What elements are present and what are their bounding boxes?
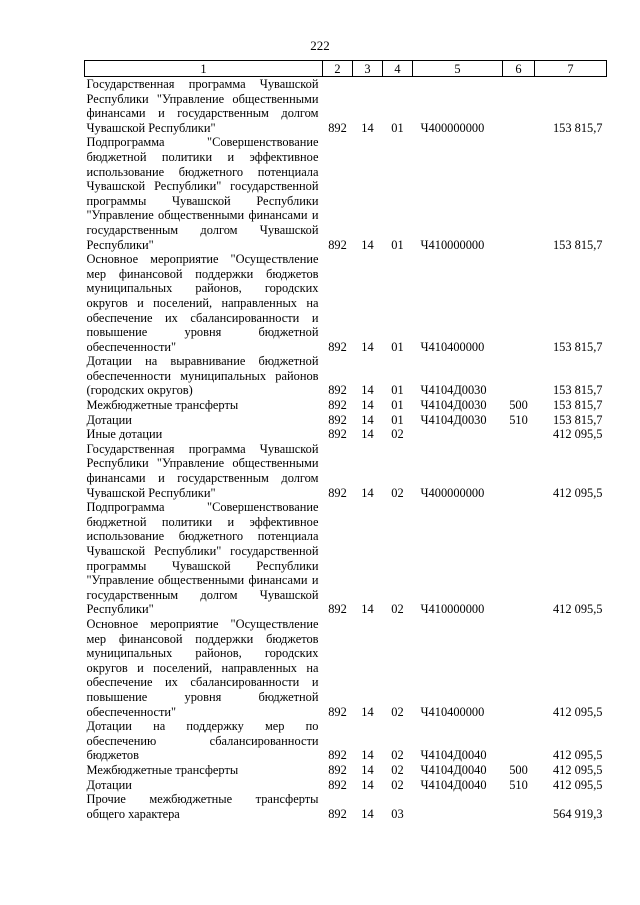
row-vr-cell xyxy=(503,792,535,821)
row-cs-cell: Ч410400000 xyxy=(420,339,485,354)
table-row xyxy=(85,77,607,136)
row-cs-cell: Ч4104Д0040 xyxy=(420,762,487,777)
table-row xyxy=(85,500,607,617)
row-vr-cell: 510 xyxy=(509,777,528,792)
row-sum-cell: 153 815,7 xyxy=(552,120,603,135)
row-rz-cell: 14 xyxy=(361,762,374,777)
row-pr-cell: 02 xyxy=(391,427,404,442)
row-cs-cell: Ч400000000 xyxy=(420,485,485,500)
table-row xyxy=(85,354,607,398)
row-gr-cell: 892 xyxy=(328,383,347,398)
row-gr-cell: 892 xyxy=(328,806,347,821)
row-sum-cell: 412 095,5 xyxy=(552,427,603,442)
row-vr-cell: 510 xyxy=(509,412,528,427)
row-cs-cell: Ч4104Д0030 xyxy=(420,412,487,427)
row-sum-cell: 153 815,7 xyxy=(552,398,603,413)
row-rz-cell: 14 xyxy=(361,339,374,354)
row-rz-cell: 14 xyxy=(361,383,374,398)
row-name-cell: Дотации xyxy=(86,412,132,427)
table-row xyxy=(85,442,607,500)
row-cs-cell: Ч410000000 xyxy=(420,602,485,617)
row-sum-cell: 564 919,3 xyxy=(552,806,603,821)
row-cs-cell: Ч410000000 xyxy=(420,237,485,252)
column-header-rz: 3 xyxy=(353,61,383,77)
row-sum-cell: 153 815,7 xyxy=(552,339,603,354)
row-rz-cell: 14 xyxy=(361,427,374,442)
row-vr-cell: 500 xyxy=(509,762,528,777)
row-name-cell: Межбюджетные трансферты xyxy=(86,762,239,777)
table-row xyxy=(85,763,607,778)
row-pr-cell: 01 xyxy=(391,120,404,135)
row-rz-cell: 14 xyxy=(361,602,374,617)
row-vr-cell xyxy=(503,135,535,252)
row-sum-cell: 412 095,5 xyxy=(552,777,603,792)
row-name-cell: Иные дотации xyxy=(86,427,163,442)
column-header-name: 1 xyxy=(85,61,323,77)
row-sum-cell: 412 095,5 xyxy=(552,704,603,719)
row-pr-cell: 02 xyxy=(391,485,404,500)
row-gr-cell: 892 xyxy=(328,398,347,413)
row-name-cell: Государственная программа Чувашской Республики "Управление общественными финансами и государственным долгом Чувашской Республики" xyxy=(86,77,319,135)
row-sum-cell: 412 095,5 xyxy=(552,762,603,777)
table-row xyxy=(85,252,607,354)
row-cs-cell xyxy=(413,427,503,442)
table-row xyxy=(85,792,607,821)
row-name-cell: Дотации на поддержку мер по обеспечению сбалансированности бюджетов xyxy=(86,719,319,763)
row-pr-cell: 02 xyxy=(391,602,404,617)
row-gr-cell: 892 xyxy=(328,237,347,252)
row-gr-cell: 892 xyxy=(328,412,347,427)
row-cs-cell: Ч4104Д0030 xyxy=(420,398,487,413)
row-sum-cell: 412 095,5 xyxy=(552,748,603,763)
table-row xyxy=(85,398,607,413)
row-pr-cell: 01 xyxy=(391,339,404,354)
row-gr-cell: 892 xyxy=(328,777,347,792)
column-header-gr: 2 xyxy=(323,61,353,77)
row-pr-cell: 01 xyxy=(391,237,404,252)
row-rz-cell: 14 xyxy=(361,748,374,763)
row-vr-cell: 500 xyxy=(509,398,528,413)
row-sum-cell: 153 815,7 xyxy=(552,237,603,252)
row-pr-cell: 01 xyxy=(391,383,404,398)
row-name-cell: Подпрограмма "Совершенствование бюджетной политики и эффективное использование бюджетного потенциала Чувашской Республики" государственной программы Чувашской Республики "Управление общественными финансами и государственным долгом Чувашской Республики" xyxy=(86,500,319,617)
table-row xyxy=(85,617,607,719)
row-rz-cell: 14 xyxy=(361,704,374,719)
row-cs-cell: Ч4104Д0030 xyxy=(420,383,487,398)
row-pr-cell: 02 xyxy=(391,748,404,763)
page-number: 222 xyxy=(310,38,330,53)
row-cs-cell: Ч4104Д0040 xyxy=(420,748,487,763)
row-vr-cell xyxy=(503,77,535,136)
table-row xyxy=(85,135,607,252)
table-header-row xyxy=(85,61,607,77)
row-rz-cell: 14 xyxy=(361,485,374,500)
row-pr-cell: 02 xyxy=(391,777,404,792)
row-name-cell: Государственная программа Чувашской Республики "Управление общественными финансами и государственным долгом Чувашской Республики" xyxy=(86,441,319,500)
row-vr-cell xyxy=(503,252,535,354)
row-pr-cell: 01 xyxy=(391,412,404,427)
row-rz-cell: 14 xyxy=(361,398,374,413)
row-gr-cell: 892 xyxy=(328,485,347,500)
row-vr-cell xyxy=(503,719,535,763)
row-pr-cell: 02 xyxy=(391,762,404,777)
row-name-cell: Основное мероприятие "Осуществление мер финансовой поддержки бюджетов муниципальных районов, городских округов и поселений, направленных на обеспечение их сбалансированности и повышение уровня бюджетной обеспеченности" xyxy=(86,616,319,719)
row-gr-cell: 892 xyxy=(328,120,347,135)
row-gr-cell: 892 xyxy=(328,339,347,354)
row-cs-cell: Ч4104Д0040 xyxy=(420,777,487,792)
row-name-cell: Прочие межбюджетные трансферты общего характера xyxy=(86,792,319,821)
column-header-sum: 7 xyxy=(535,61,607,77)
column-header-vr: 6 xyxy=(503,61,535,77)
row-name-cell: Подпрограмма "Совершенствование бюджетной политики и эффективное использование бюджетного потенциала Чувашской Республики" государственной программы Чувашской Республики "Управление общественными финансами и государственным долгом Чувашской Республики" xyxy=(86,135,319,252)
table-row xyxy=(85,778,607,793)
row-vr-cell xyxy=(503,500,535,617)
row-name-cell: Дотации на выравнивание бюджетной обеспеченности муниципальных районов (городских округов) xyxy=(86,354,319,398)
budget-table xyxy=(84,60,607,821)
row-name-cell: Межбюджетные трансферты xyxy=(86,398,239,413)
row-pr-cell: 02 xyxy=(391,704,404,719)
row-pr-cell: 01 xyxy=(391,398,404,413)
row-vr-cell xyxy=(503,427,535,442)
row-rz-cell: 14 xyxy=(361,120,374,135)
row-gr-cell: 892 xyxy=(328,748,347,763)
row-vr-cell xyxy=(503,617,535,719)
column-header-pr: 4 xyxy=(383,61,413,77)
row-cs-cell: Ч410400000 xyxy=(420,704,485,719)
row-gr-cell: 892 xyxy=(328,762,347,777)
row-sum-cell: 153 815,7 xyxy=(552,412,603,427)
row-gr-cell: 892 xyxy=(328,602,347,617)
table-row xyxy=(85,427,607,442)
row-vr-cell xyxy=(503,354,535,398)
table-row xyxy=(85,719,607,763)
table-body xyxy=(85,77,607,822)
row-rz-cell: 14 xyxy=(361,777,374,792)
row-sum-cell: 412 095,5 xyxy=(552,485,603,500)
row-rz-cell: 14 xyxy=(361,806,374,821)
row-sum-cell: 153 815,7 xyxy=(552,383,603,398)
row-gr-cell: 892 xyxy=(328,704,347,719)
row-gr-cell: 892 xyxy=(328,427,347,442)
row-cs-cell: Ч400000000 xyxy=(420,120,485,135)
row-vr-cell xyxy=(503,442,535,500)
column-header-cs: 5 xyxy=(413,61,503,77)
row-rz-cell: 14 xyxy=(361,412,374,427)
row-rz-cell: 14 xyxy=(361,237,374,252)
table-row xyxy=(85,413,607,428)
row-cs-cell xyxy=(413,792,503,821)
row-pr-cell: 03 xyxy=(391,806,404,821)
row-name-cell: Дотации xyxy=(86,777,132,792)
row-sum-cell: 412 095,5 xyxy=(552,602,603,617)
row-name-cell: Основное мероприятие "Осуществление мер финансовой поддержки бюджетов муниципальных районов, городских округов и поселений, направленных на обеспечение их сбалансированности и повышение уровня бюджетной обеспеченности" xyxy=(86,252,319,354)
